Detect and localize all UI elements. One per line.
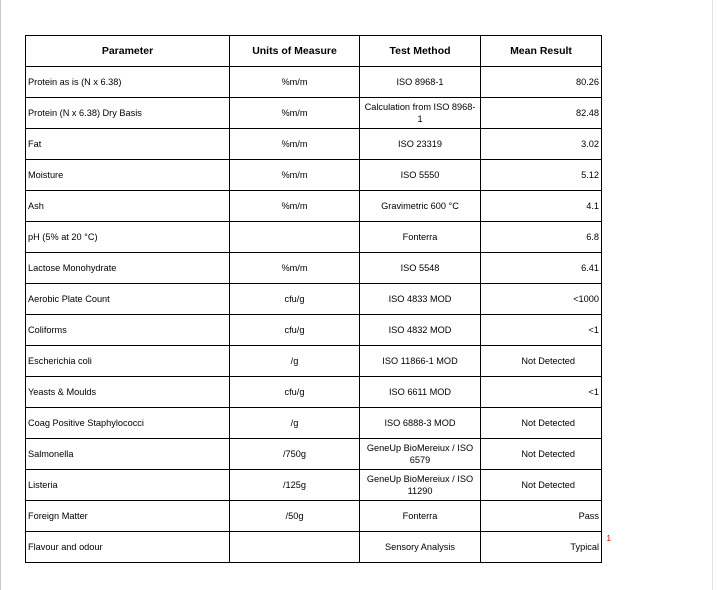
units-cell: %m/m bbox=[230, 67, 360, 98]
method-cell: Fonterra bbox=[360, 501, 481, 532]
method-cell: ISO 8968-1 bbox=[360, 67, 481, 98]
units-cell: %m/m bbox=[230, 253, 360, 284]
parameter-cell: pH (5% at 20 °C) bbox=[26, 222, 230, 253]
table-row bbox=[26, 315, 602, 346]
header-method: Test Method bbox=[360, 36, 481, 67]
parameter-cell: Coag Positive Staphylococci bbox=[26, 408, 230, 439]
parameter-cell: Protein (N x 6.38) Dry Basis bbox=[26, 98, 230, 129]
result-text: Typical bbox=[570, 542, 599, 552]
result-cell: 80.26 bbox=[481, 67, 602, 98]
units-cell: cfu/g bbox=[230, 377, 360, 408]
result-cell: Not Detected bbox=[481, 470, 602, 501]
method-cell: ISO 4833 MOD bbox=[360, 284, 481, 315]
parameter-cell: Aerobic Plate Count bbox=[26, 284, 230, 315]
table-row bbox=[26, 470, 602, 501]
result-cell: 6.41 bbox=[481, 253, 602, 284]
parameter-cell: Flavour and odour bbox=[26, 532, 230, 563]
table-row bbox=[26, 67, 602, 98]
units-cell: /g bbox=[230, 408, 360, 439]
result-cell: 3.02 bbox=[481, 129, 602, 160]
method-cell: ISO 5548 bbox=[360, 253, 481, 284]
table-row bbox=[26, 532, 602, 563]
method-cell bbox=[360, 470, 481, 501]
units-cell: /750g bbox=[230, 439, 360, 470]
units-cell: /g bbox=[230, 346, 360, 377]
units-cell: %m/m bbox=[230, 129, 360, 160]
result-with-footnote bbox=[570, 534, 611, 552]
method-cell: ISO 4832 MOD bbox=[360, 315, 481, 346]
result-cell: <1000 bbox=[481, 284, 602, 315]
parameter-cell: Lactose Monohydrate bbox=[26, 253, 230, 284]
method-cell bbox=[360, 439, 481, 470]
result-cell: Not Detected bbox=[481, 346, 602, 377]
table-row bbox=[26, 253, 602, 284]
result-cell: Not Detected bbox=[481, 439, 602, 470]
parameter-cell: Salmonella bbox=[26, 439, 230, 470]
method-text: Calculation from ISO 8968-1 bbox=[364, 102, 476, 124]
header-parameter: Parameter bbox=[26, 36, 230, 67]
method-cell: Fonterra bbox=[360, 222, 481, 253]
results-table bbox=[25, 35, 611, 563]
header-units: Units of Measure bbox=[230, 36, 360, 67]
result-cell: 82.48 bbox=[481, 98, 602, 129]
units-cell bbox=[230, 222, 360, 253]
method-cell: ISO 23319 bbox=[360, 129, 481, 160]
result-cell: Pass bbox=[481, 501, 602, 532]
parameter-cell: Escherichia coli bbox=[26, 346, 230, 377]
header-result: Mean Result bbox=[481, 36, 602, 67]
method-text: GeneUp BioMereiux / ISO 6579 bbox=[366, 443, 474, 465]
units-cell: cfu/g bbox=[230, 315, 360, 346]
result-cell bbox=[481, 532, 611, 563]
method-cell bbox=[360, 98, 481, 129]
table-row bbox=[26, 439, 602, 470]
method-cell: Sensory Analysis bbox=[360, 532, 481, 563]
units-cell bbox=[230, 532, 360, 563]
method-cell: ISO 5550 bbox=[360, 160, 481, 191]
result-cell: Not Detected bbox=[481, 408, 602, 439]
parameter-cell: Coliforms bbox=[26, 315, 230, 346]
method-cell: ISO 6611 MOD bbox=[360, 377, 481, 408]
table-row bbox=[26, 501, 602, 532]
page-edge-left bbox=[0, 0, 1, 590]
units-cell: /50g bbox=[230, 501, 360, 532]
units-cell: cfu/g bbox=[230, 284, 360, 315]
table-row bbox=[26, 129, 602, 160]
table-row bbox=[26, 222, 602, 253]
parameter-cell: Fat bbox=[26, 129, 230, 160]
method-text: GeneUp BioMereiux / ISO 11290 bbox=[366, 474, 474, 496]
page-edge-right bbox=[712, 0, 713, 590]
parameter-cell: Yeasts & Moulds bbox=[26, 377, 230, 408]
table-row bbox=[26, 98, 602, 129]
units-cell: /125g bbox=[230, 470, 360, 501]
parameter-cell: Moisture bbox=[26, 160, 230, 191]
result-cell: <1 bbox=[481, 315, 602, 346]
units-cell: %m/m bbox=[230, 98, 360, 129]
parameter-cell: Listeria bbox=[26, 470, 230, 501]
method-cell: ISO 6888-3 MOD bbox=[360, 408, 481, 439]
units-cell: %m/m bbox=[230, 191, 360, 222]
method-cell: ISO 11866-1 MOD bbox=[360, 346, 481, 377]
parameter-cell: Foreign Matter bbox=[26, 501, 230, 532]
result-cell: 4.1 bbox=[481, 191, 602, 222]
table-row bbox=[26, 346, 602, 377]
parameter-cell: Protein as is (N x 6.38) bbox=[26, 67, 230, 98]
result-cell: 5.12 bbox=[481, 160, 602, 191]
header-row bbox=[26, 36, 602, 67]
table-row bbox=[26, 160, 602, 191]
table-row bbox=[26, 377, 602, 408]
result-cell: <1 bbox=[481, 377, 602, 408]
table-row bbox=[26, 284, 602, 315]
units-cell: %m/m bbox=[230, 160, 360, 191]
result-cell: 6.8 bbox=[481, 222, 602, 253]
parameter-cell: Ash bbox=[26, 191, 230, 222]
method-cell: Gravimetric 600 °C bbox=[360, 191, 481, 222]
table-row bbox=[26, 191, 602, 222]
footnote-marker: 1 bbox=[606, 534, 611, 543]
table-row bbox=[26, 408, 602, 439]
